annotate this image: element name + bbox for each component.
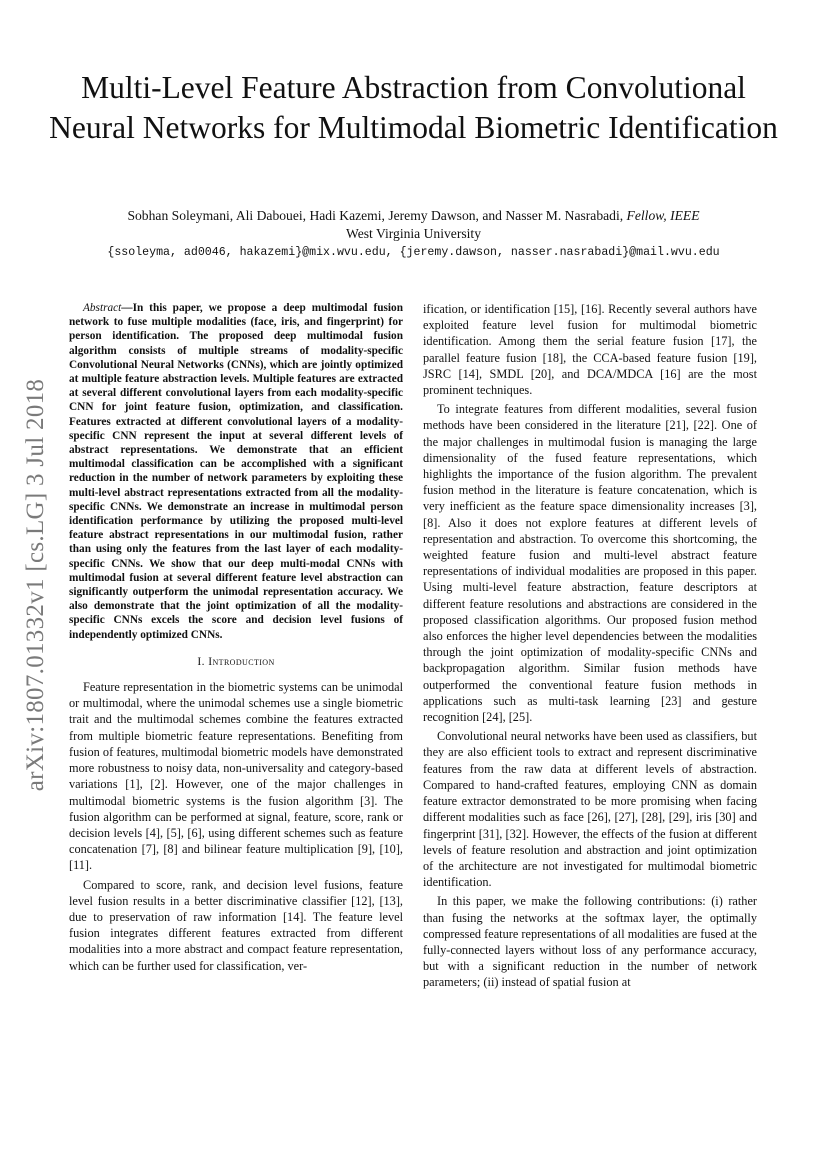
left-column [69, 301, 403, 974]
section-title: Introduction [208, 654, 275, 668]
section-number: I. [197, 654, 205, 668]
intro-paragraph-2: Compared to score, rank, and decision level fusions, feature level fusion results in a better discriminative classifier [12], [13], due to preservation of raw information [14]. The feature level fusion integrates different features extracted from different modalities into a more abstract and compact feature representation, which can be further used for classification, ver- [69, 877, 403, 973]
abstract-label: Abstract [83, 302, 122, 314]
affiliation: West Virginia University [345, 226, 482, 241]
intro-paragraph-4: Convolutional neural networks have been used as classifiers, but they are also efficient tools to extract and represent discriminative features from the raw data at different levels of abstraction. Compared to hand-crafted features, employing CNN as domain feature extractor demonstrated to be more promising when facing different modalities such as face [26], [27], [28], [29], iris [30] and fingerprint [31], [32]. However, the effects of the fusion at different levels of feature resolution and abstraction and joint optimization of the architecture are not investigated for multimodal biometric identification. [423, 729, 757, 890]
right-column [423, 301, 757, 991]
author-fellow-note: Fellow, IEEE [626, 208, 700, 223]
abstract-text: —In this paper, we propose a deep multimodal fusion network to fuse multiple modalities (face, iris, and fingerprint) for person identification. The proposed deep multimodal fusion algorithm consists of multiple streams of modality-specific Convolutional Neural Networks (CNNs), which are jointly optimized at multiple feature abstraction levels. Multiple features are extracted at several different convolutional layers from each modality-specific CNN for joint feature fusion, optimization, and classification. Features extracted at different convolutional layers of a modality-specific CNN represent the input at several different levels of abstract representations. We demonstrate that an efficient multimodal classification can be accomplished with a significant reduction in the number of network parameters by exploiting these multi-level abstract representations extracted from all the modality-specific CNNs. We demonstrate an increase in multimodal person identification performance by utilizing the proposed multi-level feature abstract representations in our multimodal fusion, rather than using only the features from the last layer of each modality-specific CNNs. We show that our deep multi-modal CNNs with multimodal fusion at several different feature level abstraction can significantly outperform the unimodal representation accuracy. We also demonstrate that the joint optimization of all the modality-specific CNNs excels the score and decision level fusions of independently optimized CNNs. [69, 302, 403, 641]
intro-paragraph-2-continued: ification, or identification [15], [16]. Recently several authors have exploited feature level fusion for multimodal biometric identification. Among them the serial feature fusion [17], the parallel feature fusion [18], the CCA-based feature fusion [19], JSRC [14], SMDL [20], and DCA/MDCA [16] are the most prominent techniques. [423, 302, 757, 398]
intro-paragraph-3: To integrate features from different modalities, several fusion methods have been considered in the literature [21], [22]. One of the major challenges in multimodal fusion is managing the large dimensionality of the fused feature representations, which highlights the importance of the fusion algorithm. The prevalent fusion method in the literature is feature concatenation, which is very inefficient as the feature space dimensionality increases [3], [8]. Also it does not explore features at different levels of representation and abstraction. To overcome this shortcoming, the weighted feature fusion and multi-level abstract feature representations of individual modalities are proposed in this paper. Using multi-level feature abstraction, feature descriptors at different feature resolutions and abstractions are considered in the proposed classification algorithms. Our proposed fusion method also enforces the higher level dependencies between the modalities through the joint optimization of modality-specific CNNs and backpropagation algorithm. Similar fusion methods have outperformed the conventional feature fusion methods in applications such as multi-task learning [23] and gesture recognition [24], [25]. [423, 402, 757, 725]
intro-paragraph-5: In this paper, we make the following contributions: (i) rather than fusing the networks at the softmax layer, the optimally compressed feature representations of all modalities are fused at the fully-connected layers without loss of any performance accuracy, but with a significant reduction in the number of network parameters; (ii) instead of spatial fusion at [423, 894, 757, 990]
author-emails: {ssoleyma, ad0046, hakazemi}@mix.wvu.edu, {jeremy.dawson, nasser.nasrabadi}@mail.wvu.edu [107, 246, 720, 259]
arxiv-identifier: arXiv:1807.01332v1 [cs.LG] 3 Jul 2018 [22, 378, 49, 792]
section-heading-introduction [69, 654, 403, 670]
abstract [69, 301, 403, 642]
author-list [40, 207, 787, 225]
author-names: Sobhan Soleymani, Ali Dabouei, Hadi Kazemi, Jeremy Dawson, and Nasser M. Nasrabadi, [127, 208, 624, 223]
paper-title: Multi-Level Feature Abstraction from Convolutional Neural Networks for Multimodal Biometric Identification [49, 70, 778, 145]
intro-paragraph-1: Feature representation in the biometric systems can be unimodal or multimodal, where the unimodal schemes use a single biometric trait and the multimodal schemes combine the features extracted from multiple biometric feature representations. Benefiting from fusion of features, multimodal biometric models have demonstrated more robustness to noisy data, non-universality and category-based variations [1], [2]. However, one of the major challenges in multimodal biometric systems is the fusion algorithm [3]. The fusion algorithm can be performed at signal, feature, score, rank or decision levels [4], [5], [6], using different schemes such as feature concatenation [7], [8] and bilinear feature multiplication [9], [10], [11]. [69, 680, 403, 873]
